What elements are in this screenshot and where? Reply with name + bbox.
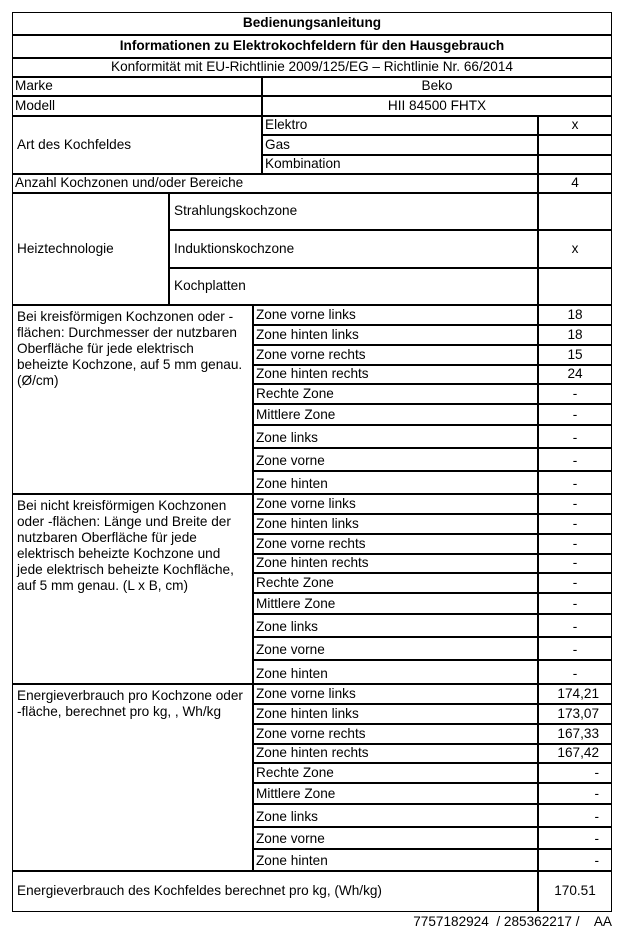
zone-name: Mittlere Zone <box>253 783 538 804</box>
zone-count-value: 4 <box>538 174 612 193</box>
zone-value: 167,33 <box>538 724 612 744</box>
doc-subtitle: Informationen zu Elektrokochfeldern für den Hausgebrauch <box>12 35 612 58</box>
hob-type-label: Art des Kochfeldes <box>12 116 262 174</box>
total-energy-label: Energieverbrauch des Kochfeldes berechnet pro kg, (Wh/kg) <box>12 871 538 912</box>
zone-value: 18 <box>538 305 612 325</box>
zone-name: Zone hinten <box>253 660 538 684</box>
hob-type-option: Gas <box>262 135 538 155</box>
zone-name: Zone links <box>253 425 538 448</box>
zone-value: - <box>538 384 612 404</box>
zone-name: Zone vorne rechts <box>253 345 538 365</box>
conformity-line: Konformität mit EU-Richtlinie 2009/125/EG – Richtlinie Nr. 66/2014 <box>12 58 612 77</box>
doc-title: Bedienungsanleitung <box>12 12 612 35</box>
zone-value: - <box>538 404 612 425</box>
zone-value: - <box>538 534 612 554</box>
zone-value: 173,07 <box>538 704 612 724</box>
heating-label: Heiztechnologie <box>12 193 169 305</box>
noncircular-zones-label: Bei nicht kreisförmigen Kochzonen oder -flächen: Länge und Breite der nutzbaren Oberfläche für jede elektrisch beheizte Kochzone und jede elektrisch beheizte Kochfläche, auf 5 mm genau. (L x B, cm) <box>12 494 253 684</box>
zone-name: Zone hinten rechts <box>253 554 538 573</box>
zone-name: Zone links <box>253 614 538 637</box>
zone-name: Zone vorne rechts <box>253 534 538 554</box>
zone-name: Zone vorne links <box>253 684 538 704</box>
heating-option: Induktionskochzone <box>169 230 538 268</box>
zone-name: Zone vorne rechts <box>253 724 538 744</box>
zone-value: - <box>538 554 612 573</box>
zone-name: Mittlere Zone <box>253 404 538 425</box>
zone-value: - <box>538 849 612 871</box>
hob-type-mark <box>538 135 612 155</box>
zone-name: Zone vorne <box>253 637 538 660</box>
heating-option: Kochplatten <box>169 268 538 305</box>
heating-mark: x <box>538 230 612 268</box>
zone-count-label: Anzahl Kochzonen und/oder Bereiche <box>12 174 538 193</box>
zone-name: Zone hinten <box>253 471 538 494</box>
zone-value: - <box>538 494 612 514</box>
zone-name: Zone hinten rechts <box>253 744 538 763</box>
zone-value: - <box>538 804 612 827</box>
hob-type-option: Kombination <box>262 155 538 174</box>
zone-value: - <box>538 448 612 471</box>
zone-value: - <box>538 783 612 804</box>
document-code: 7757182924 / 285362217 / AA <box>413 914 612 929</box>
hob-type-option: Elektro <box>262 116 538 135</box>
zone-name: Zone hinten links <box>253 704 538 724</box>
zone-name: Zone hinten links <box>253 325 538 345</box>
zone-value: - <box>538 827 612 849</box>
zone-value: - <box>538 573 612 593</box>
zone-name: Rechte Zone <box>253 384 538 404</box>
zone-name: Mittlere Zone <box>253 593 538 614</box>
zone-value: - <box>538 471 612 494</box>
zone-value: 174,21 <box>538 684 612 704</box>
circular-zones-label: Bei kreisförmigen Kochzonen oder -flächen: Durchmesser der nutzbaren Oberfläche für jede elektrisch beheizte Kochzone, auf 5 mm genau. (Ø/cm) <box>12 305 253 494</box>
zone-name: Zone links <box>253 804 538 827</box>
zone-name: Zone vorne links <box>253 305 538 325</box>
brand-value: Beko <box>262 77 612 96</box>
zone-name: Zone vorne <box>253 827 538 849</box>
zone-value: - <box>538 514 612 534</box>
zone-name: Zone hinten rechts <box>253 365 538 384</box>
zone-name: Zone hinten <box>253 849 538 871</box>
zone-value: - <box>538 425 612 448</box>
zone-name: Rechte Zone <box>253 763 538 783</box>
zone-value: - <box>538 637 612 660</box>
zone-value: - <box>538 763 612 783</box>
zone-value: 15 <box>538 345 612 365</box>
zone-name: Zone vorne <box>253 448 538 471</box>
zone-value: 18 <box>538 325 612 345</box>
zone-value: 24 <box>538 365 612 384</box>
energy-zones-label: Energieverbrauch pro Kochzone oder -fläche, berechnet pro kg, , Wh/kg <box>12 684 253 871</box>
zone-value: - <box>538 593 612 614</box>
hob-type-mark: x <box>538 116 612 135</box>
total-energy-value: 170.51 <box>538 871 612 912</box>
zone-name: Zone vorne links <box>253 494 538 514</box>
model-label: Modell <box>12 96 262 116</box>
energy-info-table <box>12 12 612 929</box>
zone-value: - <box>538 614 612 637</box>
zone-value: - <box>538 660 612 684</box>
heating-mark <box>538 193 612 230</box>
heating-mark <box>538 268 612 305</box>
brand-label: Marke <box>12 77 262 96</box>
zone-value: 167,42 <box>538 744 612 763</box>
zone-name: Rechte Zone <box>253 573 538 593</box>
zone-name: Zone hinten links <box>253 514 538 534</box>
heating-option: Strahlungskochzone <box>169 193 538 230</box>
hob-type-mark <box>538 155 612 174</box>
model-value: HII 84500 FHTX <box>262 96 612 116</box>
